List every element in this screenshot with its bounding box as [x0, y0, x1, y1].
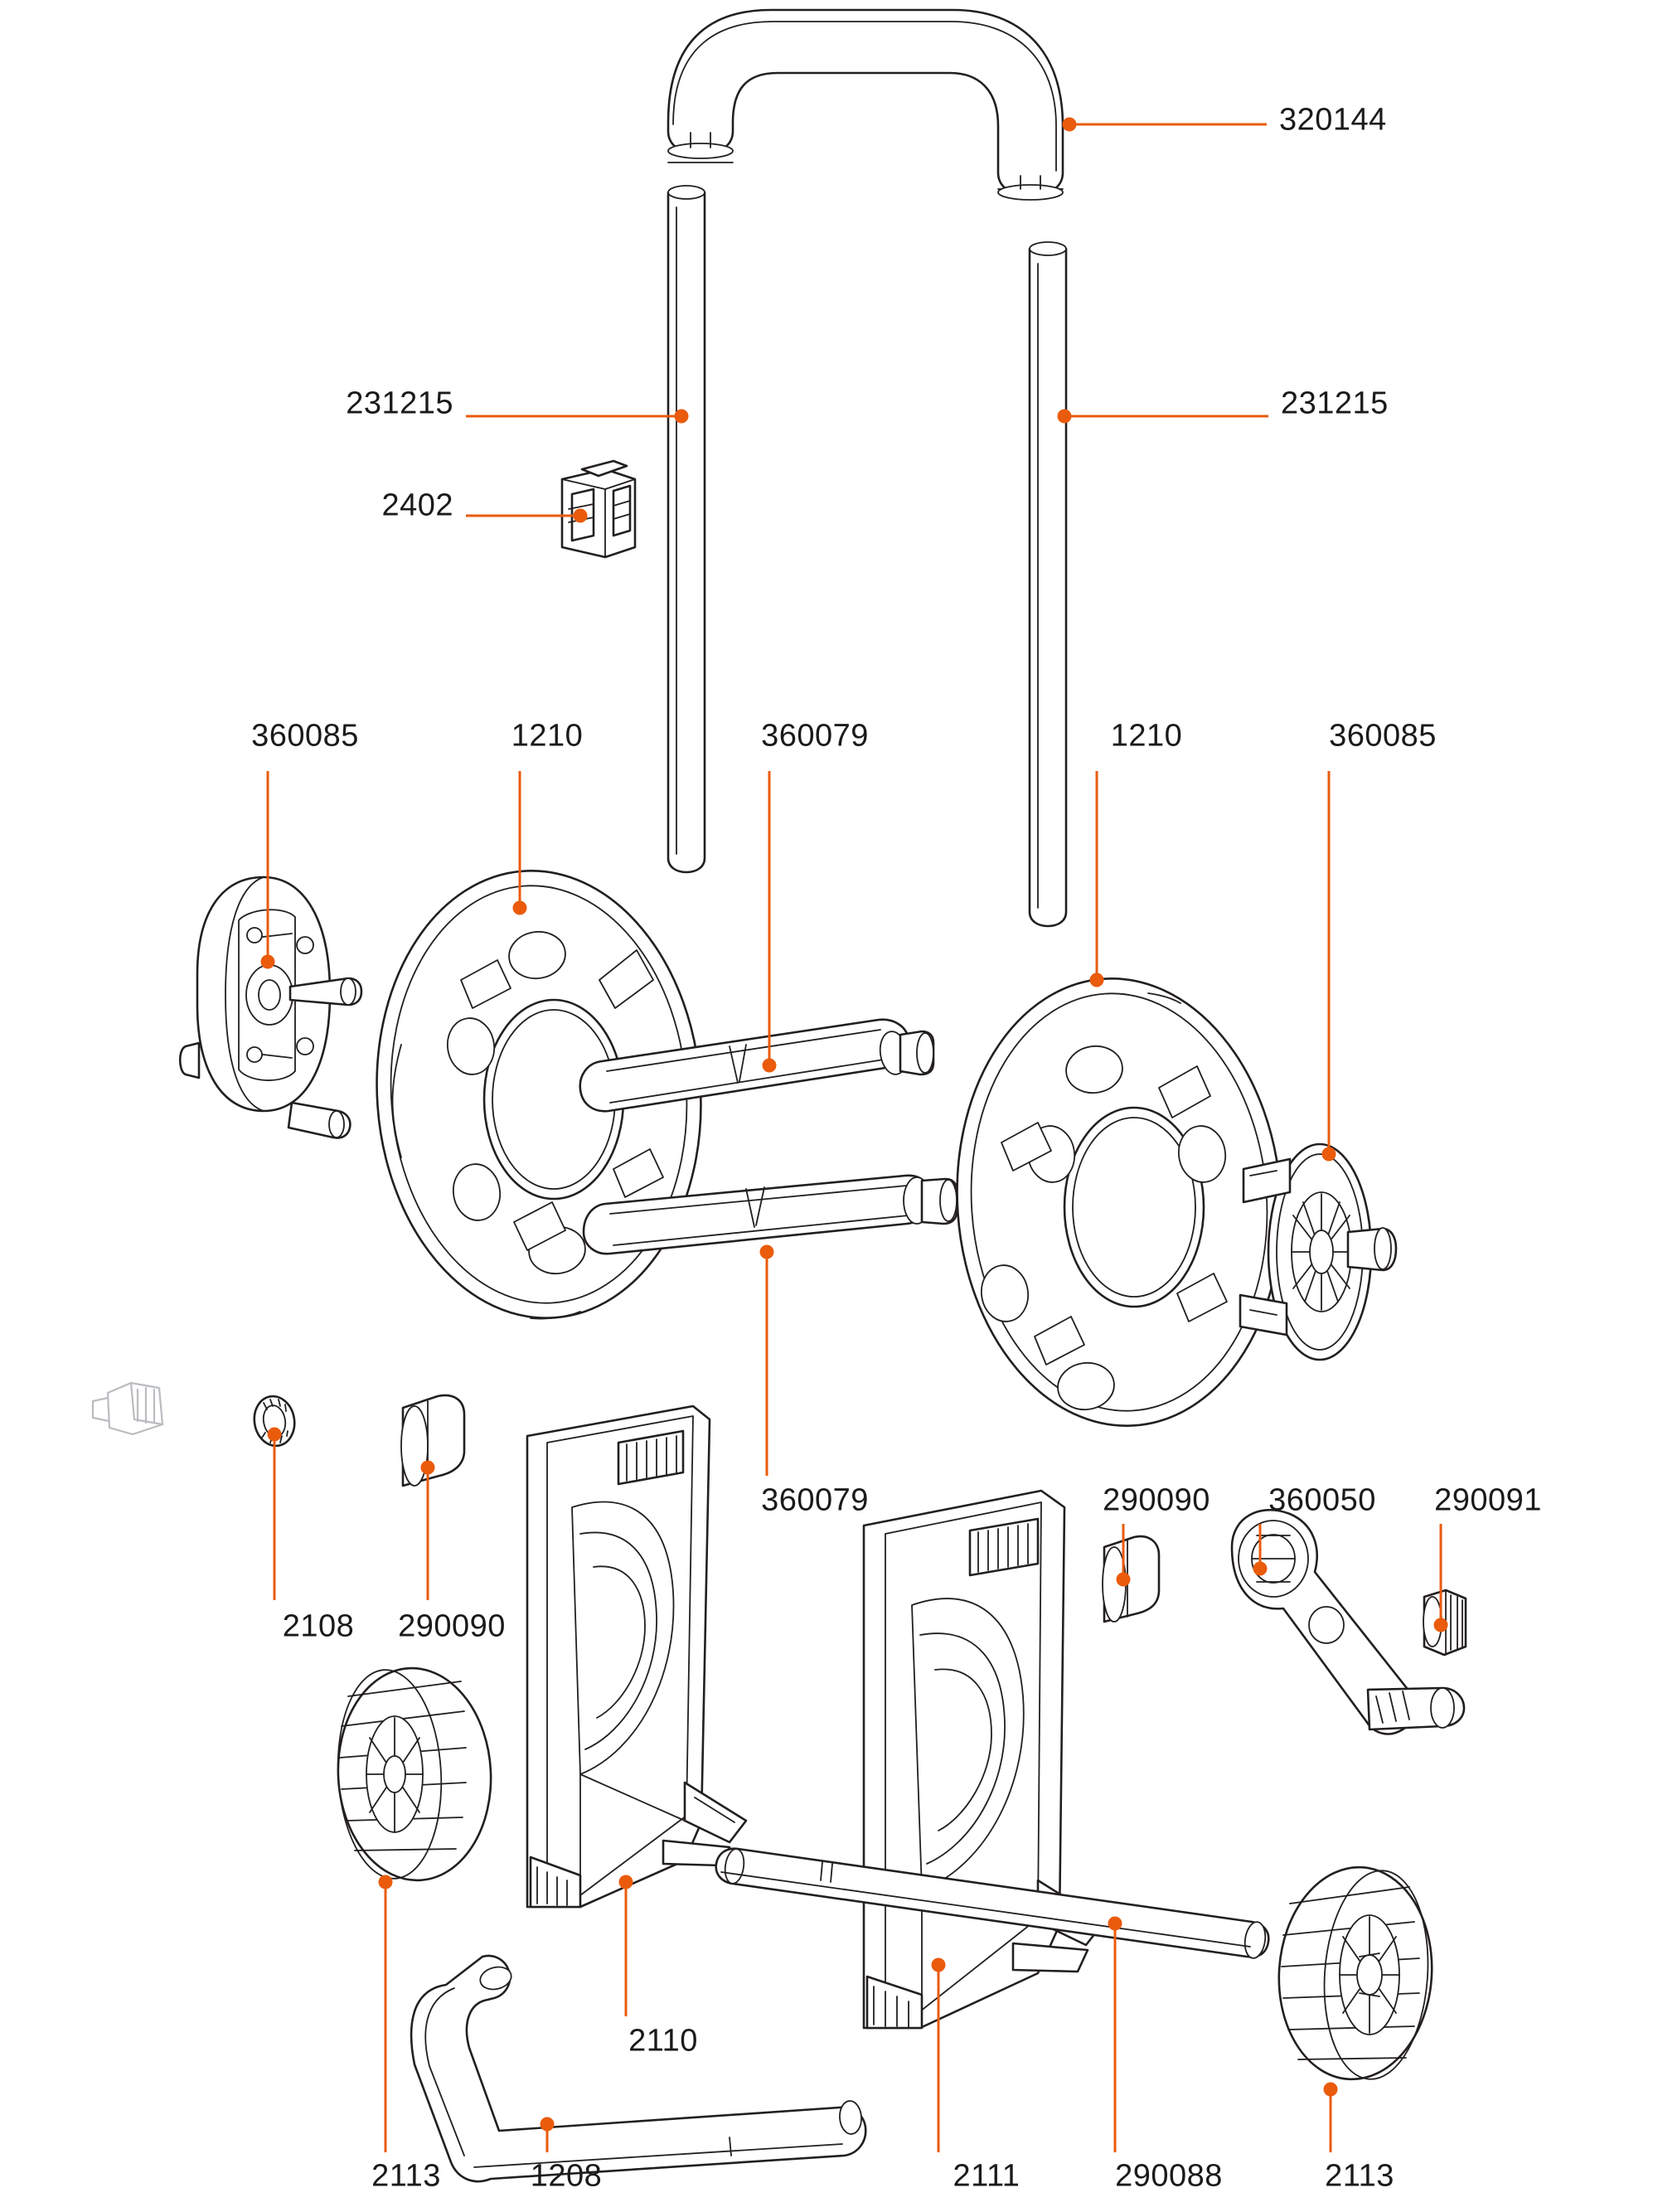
- part-number-label-360079-9[interactable]: 360079: [761, 1482, 869, 1518]
- callout-dot-1208: [541, 2117, 555, 2132]
- part-number-label-360079-6[interactable]: 360079: [761, 718, 869, 754]
- part-number-label-320144-0[interactable]: 320144: [1279, 102, 1387, 138]
- part-number-label-2113-20[interactable]: 2113: [1325, 2158, 1394, 2194]
- part-290090-right-bushing: [1103, 1536, 1159, 1622]
- callout-dot-360085: [1322, 1147, 1336, 1162]
- callout-dot-1210: [1090, 973, 1104, 987]
- callout-dot-290090: [1117, 1573, 1131, 1587]
- callout-dot-290091: [1434, 1618, 1448, 1632]
- part-number-label-290090-10[interactable]: 290090: [398, 1608, 506, 1644]
- callout-dot-2402: [574, 509, 588, 523]
- part-number-label-2108-11[interactable]: 2108: [282, 1608, 355, 1644]
- callout-dot-290090: [421, 1461, 435, 1475]
- callout-dot-2108: [268, 1428, 282, 1442]
- part-231215-left-tube: [668, 186, 705, 872]
- ghost-nut: [93, 1383, 162, 1434]
- part-number-label-231215-2[interactable]: 231215: [1281, 386, 1389, 421]
- part-number-label-1210-5[interactable]: 1210: [511, 718, 584, 754]
- part-320144-handle: [668, 10, 1063, 200]
- part-number-label-2111-18[interactable]: 2111: [953, 2158, 1020, 2194]
- part-2113-left-wheel: [332, 1664, 496, 1884]
- callout-dot-231215: [675, 410, 689, 424]
- part-231215-right-tube: [1030, 242, 1066, 926]
- callout-dot-360050: [1253, 1562, 1268, 1576]
- part-number-label-231215-1[interactable]: 231215: [346, 386, 453, 421]
- part-2402-clip: [562, 461, 635, 557]
- callout-dot-360079: [763, 1059, 777, 1073]
- callout-dot-290088: [1108, 1917, 1122, 1931]
- part-number-label-290088-19[interactable]: 290088: [1115, 2158, 1223, 2194]
- part-number-label-2110-15[interactable]: 2110: [628, 2023, 698, 2059]
- callout-dot-231215: [1058, 410, 1072, 424]
- part-2110-left-frame: [527, 1406, 746, 1907]
- part-number-label-1210-7[interactable]: 1210: [1110, 718, 1183, 754]
- part-number-label-2113-16[interactable]: 2113: [371, 2158, 441, 2194]
- part-number-label-360050-13[interactable]: 360050: [1268, 1482, 1376, 1518]
- callout-dot-2113: [1324, 2083, 1338, 2097]
- callout-dot-2111: [932, 1958, 946, 1972]
- callout-dot-1210: [513, 901, 527, 915]
- part-number-label-1208-17[interactable]: 1208: [530, 2158, 603, 2194]
- part-number-label-360085-8[interactable]: 360085: [1329, 718, 1437, 754]
- part-number-label-290090-12[interactable]: 290090: [1103, 1482, 1210, 1518]
- part-number-label-360085-4[interactable]: 360085: [251, 718, 359, 754]
- callout-dot-360085: [261, 955, 275, 969]
- part-2113-right-wheel: [1272, 1862, 1438, 2084]
- part-number-label-2402-3[interactable]: 2402: [381, 488, 453, 523]
- part-number-label-290091-14[interactable]: 290091: [1434, 1482, 1542, 1518]
- part-360085-left-hub: [180, 877, 361, 1138]
- part-1208-bottom-bar: [411, 1956, 865, 2181]
- callout-dot-360079: [760, 1245, 774, 1259]
- callout-dot-320144: [1063, 118, 1077, 132]
- part-2111-right-frame: [864, 1491, 1104, 2028]
- callout-dot-2110: [619, 1875, 633, 1889]
- callout-dot-2113: [379, 1875, 393, 1889]
